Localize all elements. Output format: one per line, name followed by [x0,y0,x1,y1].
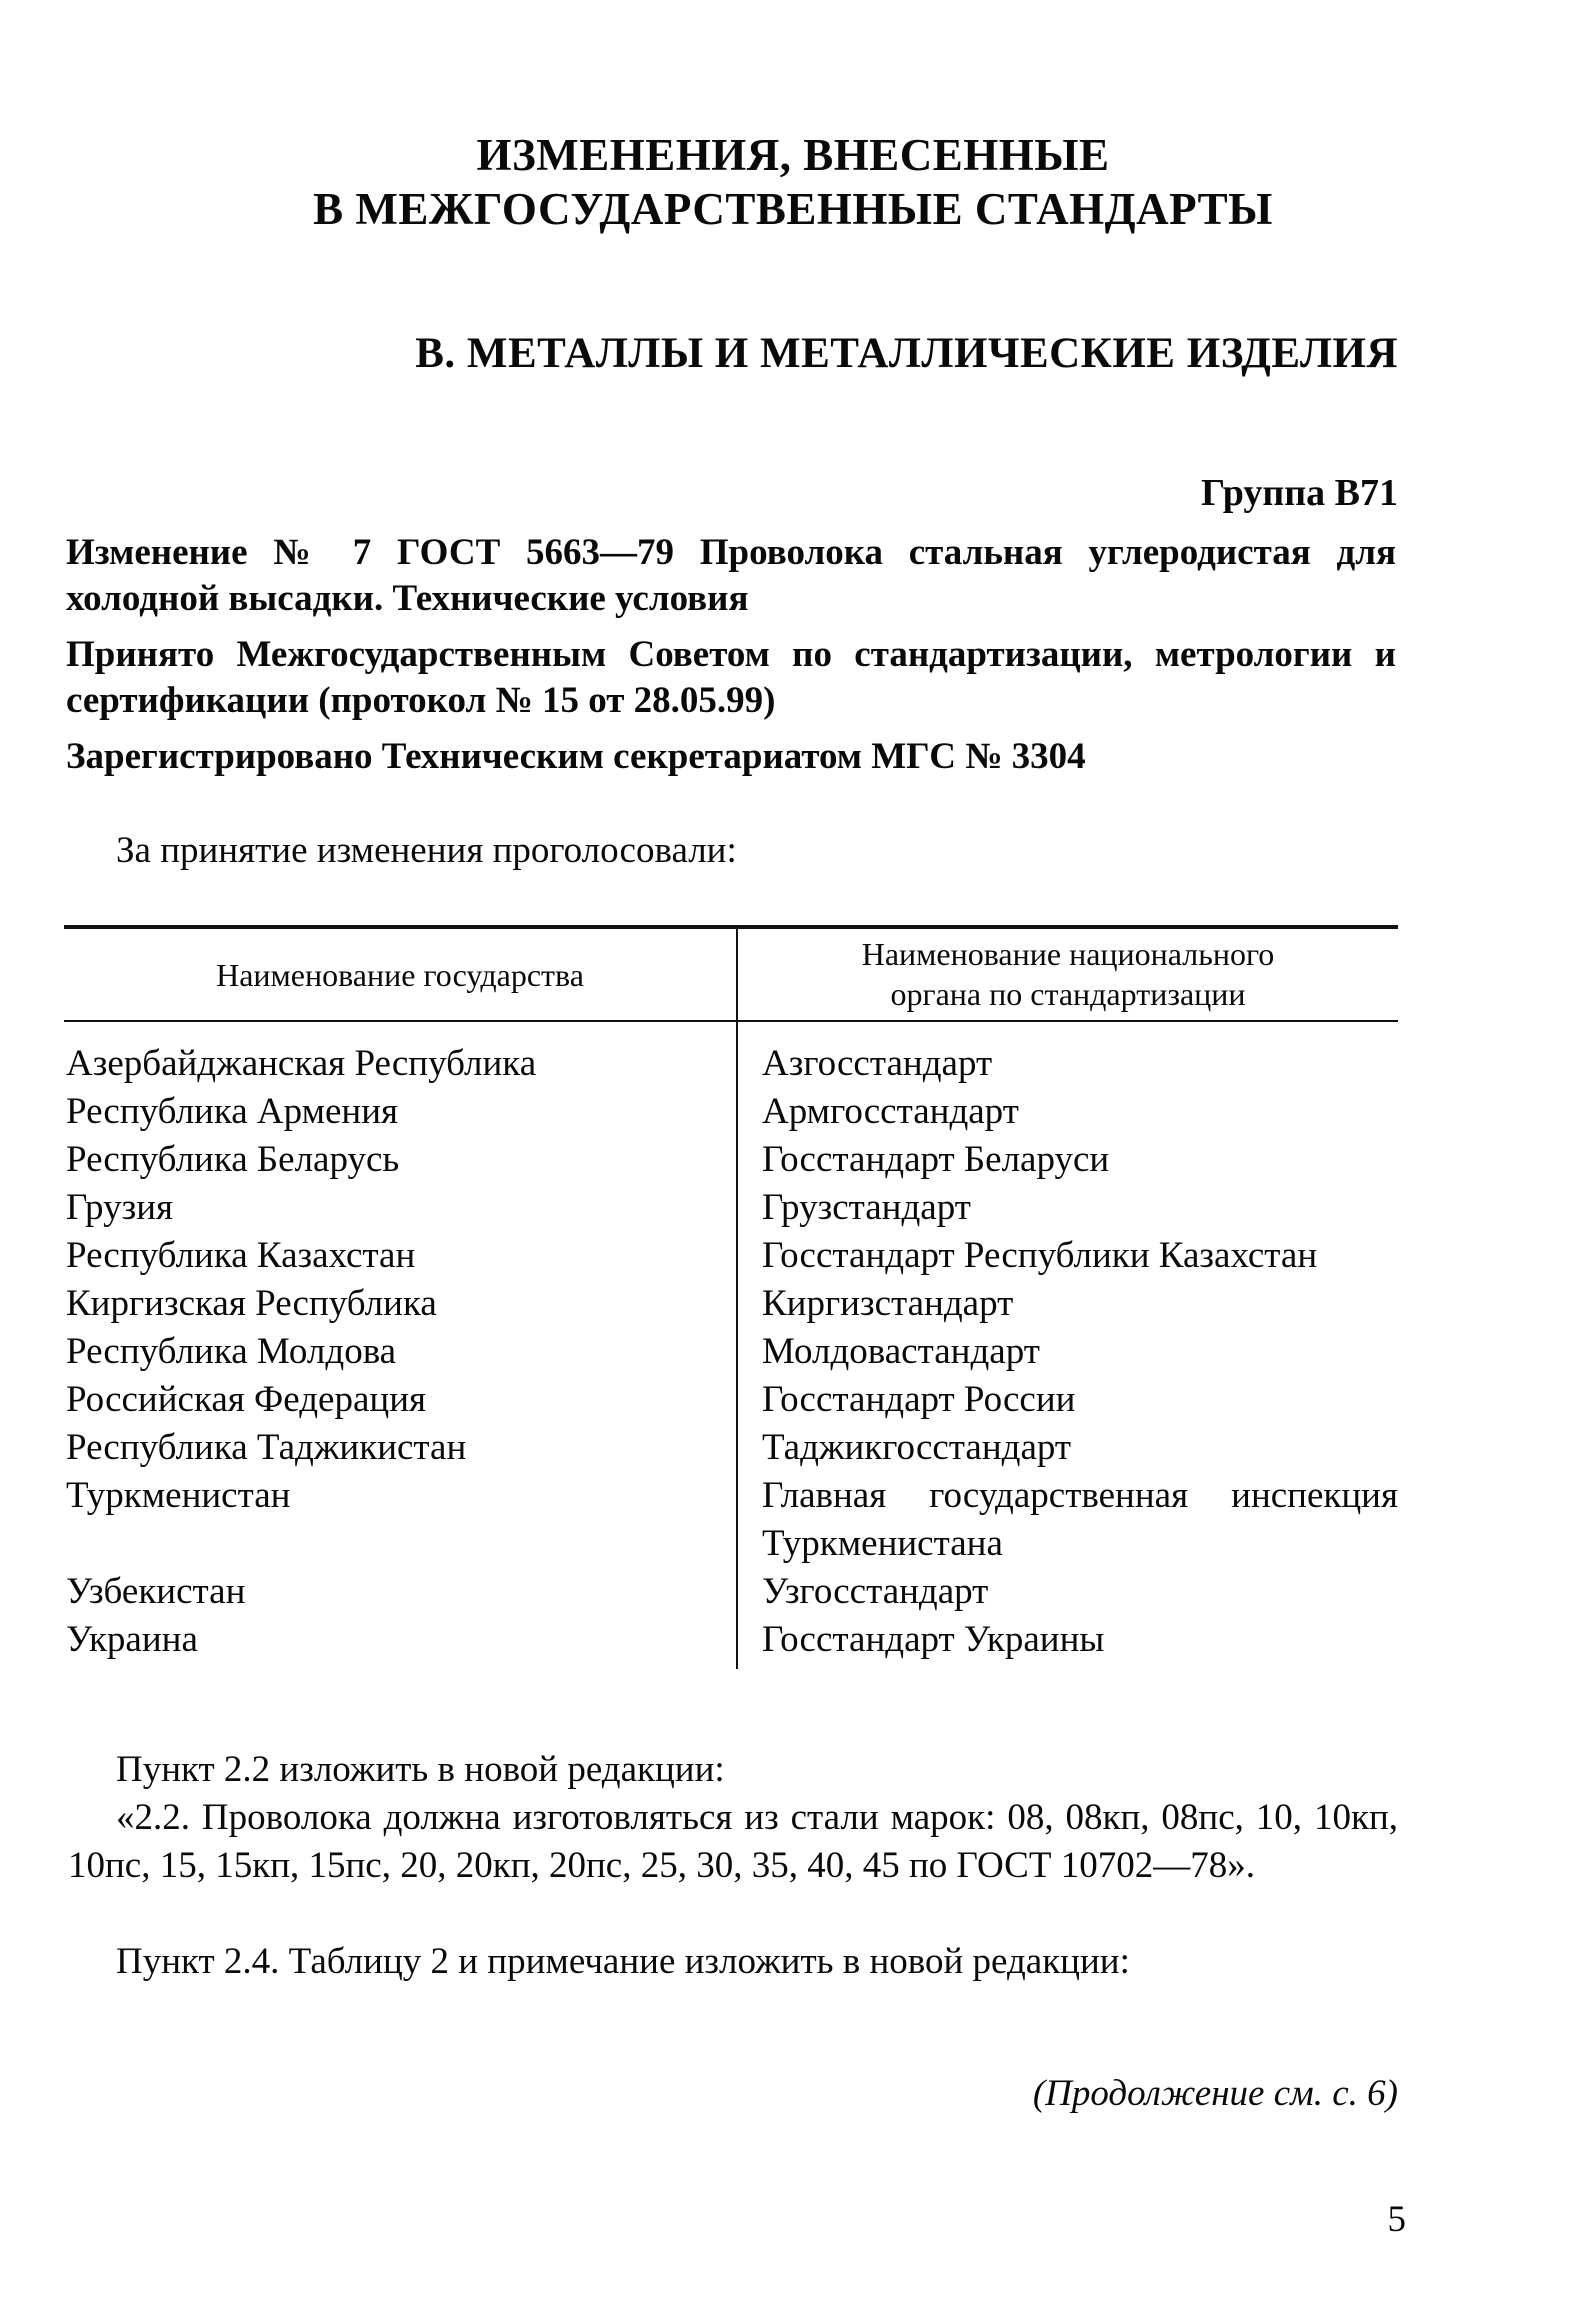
table-cell-body: Таджикгосстандарт [762,1427,1072,1468]
table-row [0,1472,1586,1568]
table-cell-state: Украина [66,1619,198,1660]
table-top-rule [64,925,1398,929]
table-cell-state: Туркменистан [66,1475,291,1516]
table-cell-body: Молдовастандарт [762,1331,1040,1372]
registration-statement: Зарегистрировано Техническим секретариатом МГС № 3304 [66,736,1086,777]
amendment-title: Изменение № 7 ГОСТ 5663—79 Проволока стальная углеродистая для холодной высадки. Технические условия [66,532,1396,619]
table-header-state: Наименование государства [216,957,584,993]
continuation-note: (Продолжение см. с. 6) [1032,2073,1398,2114]
page-number: 5 [1387,2199,1406,2240]
table-header-body-line-2: органа по стандартизации [890,976,1246,1012]
table-row [0,1184,1586,1232]
main-title-line-2: В МЕЖГОСУДАРСТВЕННЫЕ СТАНДАРТЫ [313,184,1273,234]
table-cell-body: Госстандарт Беларуси [762,1139,1110,1180]
table-cell-body: Узгосстандарт [762,1571,989,1612]
table-cell-body: Госстандарт Украины [762,1619,1105,1660]
main-title [0,128,1586,236]
paragraph-clause-2-4: Пункт 2.4. Таблицу 2 и примечание изложить в новой редакции: [116,1941,1130,1982]
adoption-statement: Принято Межгосударственным Советом по стандартизации, метрологии и сертификации (протокол № 15 от 28.05.99) [66,634,1396,721]
table-cell-body: Госстандарт России [762,1379,1076,1420]
table-header-rule [64,1020,1398,1022]
table-row [0,1376,1586,1424]
paragraph-clause-2-2-text [68,1794,1398,1890]
table-row [0,1040,1586,1088]
table-row [0,1328,1586,1376]
table-cell-state: Киргизская Республика [66,1283,437,1324]
table-row [0,1568,1586,1616]
table-cell-state: Республика Таджикистан [66,1427,467,1468]
table-cell-body: Главная государственная инспекция Туркменистана [762,1475,1398,1564]
table-body [0,1040,1586,1664]
table-cell-body: Азгосстандарт [762,1043,993,1084]
table-cell-body: Госстандарт Республики Казахстан [762,1235,1318,1276]
group-label: Группа В71 [1200,472,1398,514]
table-row [0,1088,1586,1136]
table-row [0,1232,1586,1280]
table-cell-body: Армгосстандарт [762,1091,1019,1132]
table-row [0,1424,1586,1472]
table-cell-state: Грузия [66,1187,174,1228]
table-cell-state: Российская Федерация [66,1379,427,1420]
table-cell-state: Республика Молдова [66,1331,397,1372]
section-title: В. МЕТАЛЛЫ И МЕТАЛЛИЧЕСКИЕ ИЗДЕЛИЯ [415,330,1398,377]
main-title-line-1: ИЗМЕНЕНИЯ, ВНЕСЕННЫЕ [476,130,1110,180]
table-cell-state: Узбекистан [66,1571,246,1612]
table-row [0,1280,1586,1328]
table-cell-state: Республика Казахстан [66,1235,416,1276]
table-cell-state: Республика Беларусь [66,1139,400,1180]
table-header-body-line-1: Наименование национального [861,936,1275,972]
table-cell-state: Республика Армения [66,1091,399,1132]
clause-2-2-text: «2.2. Проволока должна изготовляться из стали марок: 08, 08кп, 08пс, 10, 10кп, 10пс, 15, 15кп, 15пс, 20, 20кп, 20пс, 25, 30, 35, 40, 45 по ГОСТ 10702—78». [68,1797,1398,1886]
table-cell-state: Азербайджанская Республика [66,1043,537,1084]
table-row [0,1616,1586,1664]
paragraph-clause-2-2-intro: Пункт 2.2 изложить в новой редакции: [116,1749,725,1790]
table-header-body [738,934,1398,1014]
table-cell-body: Киргизстандарт [762,1283,1014,1324]
vote-intro: За принятие изменения проголосовали: [116,830,737,871]
table-cell-body: Грузстандарт [762,1187,971,1228]
table-row [0,1136,1586,1184]
